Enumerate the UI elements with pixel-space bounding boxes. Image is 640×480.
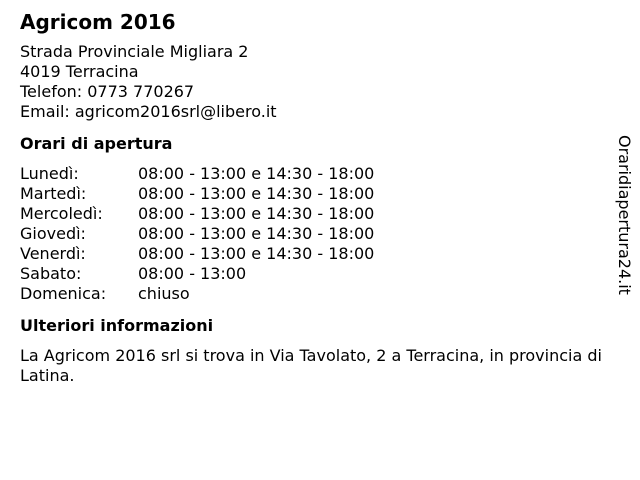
hours-time: 08:00 - 13:00 e 14:30 - 18:00: [138, 224, 375, 243]
hours-day: Domenica:: [20, 284, 107, 303]
email-address: Email: agricom2016srl@libero.it: [20, 102, 277, 121]
hours-row-venerdi: [20, 244, 610, 264]
info-heading: Ulteriori informazioni: [20, 316, 214, 335]
hours-table: [20, 164, 610, 304]
hours-row-mercoledi: [20, 204, 610, 224]
hours-day: Venerdì:: [20, 244, 86, 263]
site-watermark: [612, 135, 636, 315]
address-block: [20, 42, 610, 122]
address-street: Strada Provinciale Migliara 2: [20, 42, 249, 61]
hours-row-sabato: [20, 264, 610, 284]
hours-day: Lunedì:: [20, 164, 79, 183]
business-info-card: [20, 10, 610, 386]
hours-row-giovedi: [20, 224, 610, 244]
hours-row-domenica: [20, 284, 610, 304]
phone-number: Telefon: 0773 770267: [20, 82, 195, 101]
hours-time: 08:00 - 13:00 e 14:30 - 18:00: [138, 204, 375, 223]
hours-time: chiuso: [138, 284, 190, 303]
hours-day: Giovedì:: [20, 224, 86, 243]
hours-day: Mercoledì:: [20, 204, 103, 223]
hours-heading: Orari di apertura: [20, 134, 173, 153]
hours-time: 08:00 - 13:00 e 14:30 - 18:00: [138, 164, 375, 183]
hours-time: 08:00 - 13:00 e 14:30 - 18:00: [138, 184, 375, 203]
hours-row-martedi: [20, 184, 610, 204]
address-city: 4019 Terracina: [20, 62, 139, 81]
site-name: Oraridiapertura24.it: [615, 135, 634, 295]
hours-day: Martedì:: [20, 184, 87, 203]
business-name: Agricom 2016: [20, 10, 176, 34]
hours-time: 08:00 - 13:00: [138, 264, 247, 283]
hours-row-lunedi: [20, 164, 610, 184]
info-text: La Agricom 2016 srl si trova in Via Tavolato, 2 a Terracina, in provincia di Latina.: [20, 346, 602, 385]
hours-day: Sabato:: [20, 264, 82, 283]
hours-time: 08:00 - 13:00 e 14:30 - 18:00: [138, 244, 375, 263]
